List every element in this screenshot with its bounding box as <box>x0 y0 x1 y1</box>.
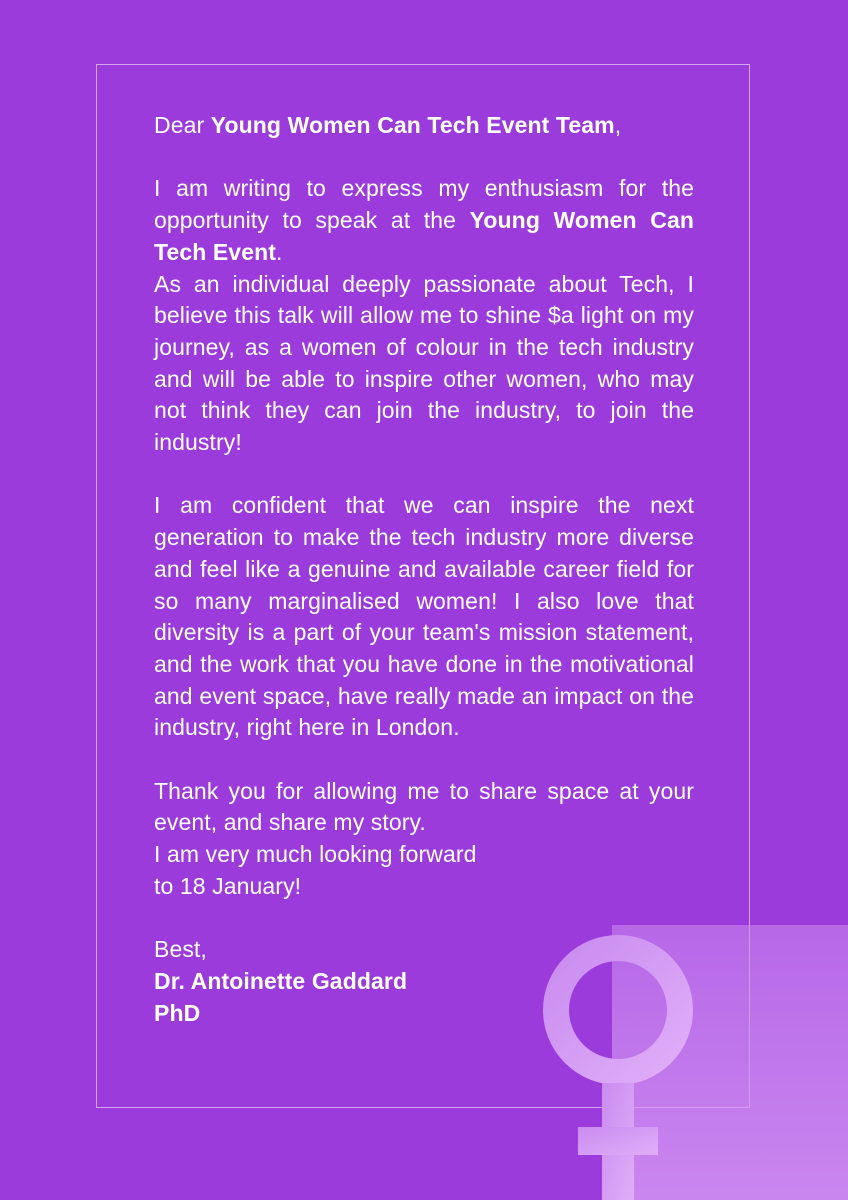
paragraph-confidence: I am confident that we can inspire the next generation to make the tech industry more diverse and feel like a genuine and available career field for so many marginalised women! I also love that diversity is a part of your team's mission statement, and the work that you have done in the motivational and event space, have really made an impact on the industry, right here in London. <box>154 492 694 741</box>
paragraph-passion: As an individual deeply passionate about Tech, I believe this talk will allow me to shine $a light on my journey, as a women of colour in the tech industry and will be able to inspire other women, who may not think they can join the industry, to join the industry! <box>154 270 694 456</box>
letter-body <box>154 110 694 1029</box>
intro-end: . <box>276 238 283 265</box>
greeting-line <box>154 110 694 142</box>
intro-text: I am writing to express my enthusiasm for the opportunity to speak at the <box>154 175 694 234</box>
greeting-prefix: Dear <box>154 112 211 138</box>
paragraph-intro <box>154 173 694 268</box>
paragraph-thanks: Thank you for allowing me to share space at your event, and share my story. <box>154 777 694 836</box>
greeting-suffix: , <box>614 112 622 138</box>
closing: Best, <box>154 936 207 963</box>
signature-name: Dr. Antoinette Gaddard <box>154 967 408 994</box>
event-name: Young Women Can Tech Event <box>154 207 694 265</box>
greeting-recipient: Young Women Can Tech Event Team <box>210 112 615 138</box>
paragraph-forward-line1: I am very much looking forward <box>154 841 477 868</box>
signature-title: PhD <box>154 999 201 1026</box>
paragraph-forward-line2: to 18 January! <box>154 872 302 899</box>
